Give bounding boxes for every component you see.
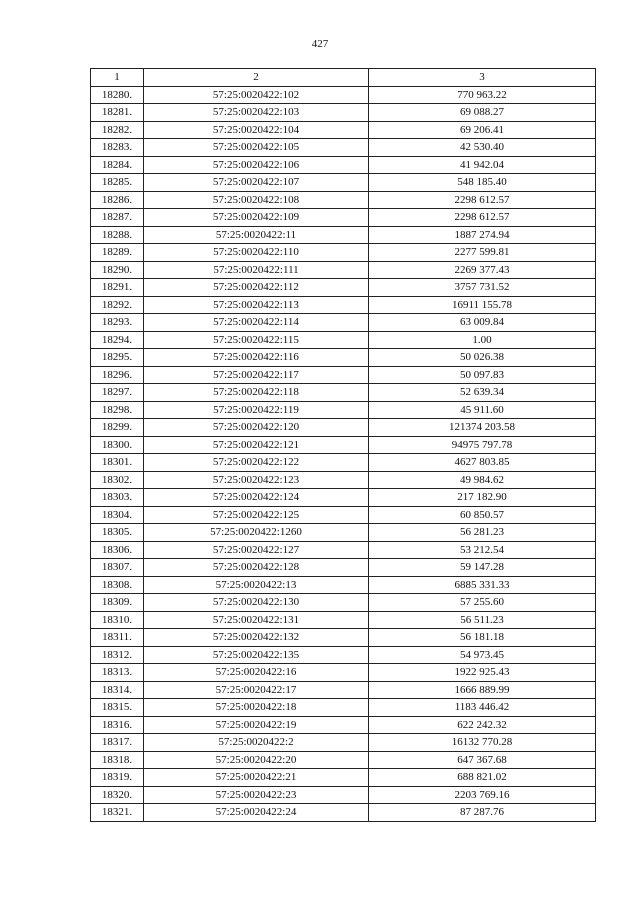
value-cell: 87 287.76 [369,804,596,822]
value-cell: 1887 274.94 [369,226,596,244]
table-row [91,384,596,402]
cadastral-number-cell: 57:25:0020422:114 [144,314,369,332]
table-row [91,244,596,262]
row-number-cell: 18316. [91,716,144,734]
column-header: 2 [144,69,369,87]
value-cell: 1.00 [369,331,596,349]
row-number-cell: 18310. [91,611,144,629]
cadastral-number-cell: 57:25:0020422:113 [144,296,369,314]
cadastral-number-cell: 57:25:0020422:16 [144,664,369,682]
value-cell: 548 185.40 [369,174,596,192]
cadastral-number-cell: 57:25:0020422:106 [144,156,369,174]
cadastral-number-cell: 57:25:0020422:115 [144,331,369,349]
table-row [91,751,596,769]
cadastral-number-cell: 57:25:0020422:125 [144,506,369,524]
cadastral-number-cell: 57:25:0020422:128 [144,559,369,577]
row-number-cell: 18290. [91,261,144,279]
row-number-cell: 18314. [91,681,144,699]
row-number-cell: 18283. [91,139,144,157]
table-body [91,86,596,821]
row-number-cell: 18313. [91,664,144,682]
table-header-row [91,69,596,87]
row-number-cell: 18306. [91,541,144,559]
table-row [91,436,596,454]
cadastral-number-cell: 57:25:0020422:24 [144,804,369,822]
value-cell: 1666 889.99 [369,681,596,699]
row-number-cell: 18281. [91,104,144,122]
cadastral-number-cell: 57:25:0020422:131 [144,611,369,629]
table-row [91,804,596,822]
row-number-cell: 18286. [91,191,144,209]
row-number-cell: 18320. [91,786,144,804]
table-row [91,524,596,542]
cadastral-number-cell: 57:25:0020422:13 [144,576,369,594]
value-cell: 121374 203.58 [369,419,596,437]
table-row [91,769,596,787]
value-cell: 42 530.40 [369,139,596,157]
cadastral-number-cell: 57:25:0020422:117 [144,366,369,384]
table-row [91,699,596,717]
cadastral-number-cell: 57:25:0020422:107 [144,174,369,192]
table-row [91,226,596,244]
cadastral-number-cell: 57:25:0020422:111 [144,261,369,279]
table-row [91,191,596,209]
cadastral-number-cell: 57:25:0020422:116 [144,349,369,367]
row-number-cell: 18289. [91,244,144,262]
row-number-cell: 18311. [91,629,144,647]
cadastral-number-cell: 57:25:0020422:120 [144,419,369,437]
row-number-cell: 18295. [91,349,144,367]
value-cell: 16911 155.78 [369,296,596,314]
cadastral-number-cell: 57:25:0020422:119 [144,401,369,419]
value-cell: 56 181.18 [369,629,596,647]
table-row [91,86,596,104]
table-row [91,594,596,612]
value-cell: 56 511.23 [369,611,596,629]
table-row [91,209,596,227]
table-row [91,716,596,734]
value-cell: 53 212.54 [369,541,596,559]
cadastral-number-cell: 57:25:0020422:17 [144,681,369,699]
table-row [91,576,596,594]
value-cell: 49 984.62 [369,471,596,489]
value-cell: 1922 925.43 [369,664,596,682]
value-cell: 94975 797.78 [369,436,596,454]
cadastral-number-cell: 57:25:0020422:104 [144,121,369,139]
cadastral-number-cell: 57:25:0020422:2 [144,734,369,752]
table-row [91,261,596,279]
row-number-cell: 18296. [91,366,144,384]
value-cell: 69 088.27 [369,104,596,122]
row-number-cell: 18298. [91,401,144,419]
cadastral-number-cell: 57:25:0020422:11 [144,226,369,244]
table-row [91,366,596,384]
table-row [91,559,596,577]
cadastral-number-cell: 57:25:0020422:108 [144,191,369,209]
value-cell: 45 911.60 [369,401,596,419]
value-cell: 2277 599.81 [369,244,596,262]
cadastral-number-cell: 57:25:0020422:21 [144,769,369,787]
table-row [91,314,596,332]
cadastral-number-cell: 57:25:0020422:124 [144,489,369,507]
row-number-cell: 18294. [91,331,144,349]
value-cell: 3757 731.52 [369,279,596,297]
value-cell: 770 963.22 [369,86,596,104]
cadastral-number-cell: 57:25:0020422:23 [144,786,369,804]
table-row [91,734,596,752]
cadastral-number-cell: 57:25:0020422:118 [144,384,369,402]
value-cell: 2203 769.16 [369,786,596,804]
row-number-cell: 18285. [91,174,144,192]
value-cell: 63 009.84 [369,314,596,332]
row-number-cell: 18291. [91,279,144,297]
cadastral-number-cell: 57:25:0020422:123 [144,471,369,489]
row-number-cell: 18304. [91,506,144,524]
row-number-cell: 18303. [91,489,144,507]
row-number-cell: 18301. [91,454,144,472]
value-cell: 2298 612.57 [369,191,596,209]
column-header: 3 [369,69,596,87]
value-cell: 1183 446.42 [369,699,596,717]
cadastral-number-cell: 57:25:0020422:135 [144,646,369,664]
row-number-cell: 18305. [91,524,144,542]
table-row [91,664,596,682]
table-row [91,104,596,122]
value-cell: 4627 803.85 [369,454,596,472]
value-cell: 60 850.57 [369,506,596,524]
cadastral-number-cell: 57:25:0020422:102 [144,86,369,104]
value-cell: 6885 331.33 [369,576,596,594]
cadastral-number-cell: 57:25:0020422:132 [144,629,369,647]
table-row [91,349,596,367]
row-number-cell: 18287. [91,209,144,227]
value-cell: 647 367.68 [369,751,596,769]
cadastral-number-cell: 57:25:0020422:20 [144,751,369,769]
cadastral-number-cell: 57:25:0020422:105 [144,139,369,157]
table-row [91,629,596,647]
row-number-cell: 18280. [91,86,144,104]
table-row [91,174,596,192]
table-row [91,401,596,419]
value-cell: 69 206.41 [369,121,596,139]
row-number-cell: 18318. [91,751,144,769]
table-row [91,489,596,507]
page-number: 427 [311,38,329,50]
value-cell: 16132 770.28 [369,734,596,752]
cadastral-number-cell: 57:25:0020422:19 [144,716,369,734]
registry-table [90,68,596,822]
row-number-cell: 18282. [91,121,144,139]
row-number-cell: 18317. [91,734,144,752]
row-number-cell: 18299. [91,419,144,437]
table-row [91,139,596,157]
row-number-cell: 18315. [91,699,144,717]
table-row [91,611,596,629]
value-cell: 41 942.04 [369,156,596,174]
table-row [91,419,596,437]
table-row [91,454,596,472]
row-number-cell: 18309. [91,594,144,612]
column-header: 1 [91,69,144,87]
cadastral-number-cell: 57:25:0020422:130 [144,594,369,612]
row-number-cell: 18321. [91,804,144,822]
value-cell: 56 281.23 [369,524,596,542]
row-number-cell: 18297. [91,384,144,402]
cadastral-number-cell: 57:25:0020422:127 [144,541,369,559]
value-cell: 54 973.45 [369,646,596,664]
table-row [91,786,596,804]
value-cell: 59 147.28 [369,559,596,577]
cadastral-number-cell: 57:25:0020422:121 [144,436,369,454]
row-number-cell: 18319. [91,769,144,787]
table-row [91,121,596,139]
table-row [91,331,596,349]
cadastral-number-cell: 57:25:0020422:18 [144,699,369,717]
cadastral-number-cell: 57:25:0020422:110 [144,244,369,262]
value-cell: 50 097.83 [369,366,596,384]
row-number-cell: 18284. [91,156,144,174]
value-cell: 57 255.60 [369,594,596,612]
row-number-cell: 18302. [91,471,144,489]
table-row [91,279,596,297]
table-row [91,506,596,524]
table-row [91,541,596,559]
row-number-cell: 18293. [91,314,144,332]
cadastral-number-cell: 57:25:0020422:103 [144,104,369,122]
cadastral-number-cell: 57:25:0020422:122 [144,454,369,472]
value-cell: 2269 377.43 [369,261,596,279]
row-number-cell: 18300. [91,436,144,454]
table-row [91,156,596,174]
cadastral-number-cell: 57:25:0020422:112 [144,279,369,297]
value-cell: 52 639.34 [369,384,596,402]
row-number-cell: 18308. [91,576,144,594]
row-number-cell: 18307. [91,559,144,577]
value-cell: 217 182.90 [369,489,596,507]
cadastral-number-cell: 57:25:0020422:1260 [144,524,369,542]
row-number-cell: 18288. [91,226,144,244]
value-cell: 688 821.02 [369,769,596,787]
table-row [91,681,596,699]
row-number-cell: 18292. [91,296,144,314]
value-cell: 2298 612.57 [369,209,596,227]
value-cell: 50 026.38 [369,349,596,367]
value-cell: 622 242.32 [369,716,596,734]
table-row [91,646,596,664]
table-row [91,471,596,489]
row-number-cell: 18312. [91,646,144,664]
cadastral-number-cell: 57:25:0020422:109 [144,209,369,227]
table-row [91,296,596,314]
